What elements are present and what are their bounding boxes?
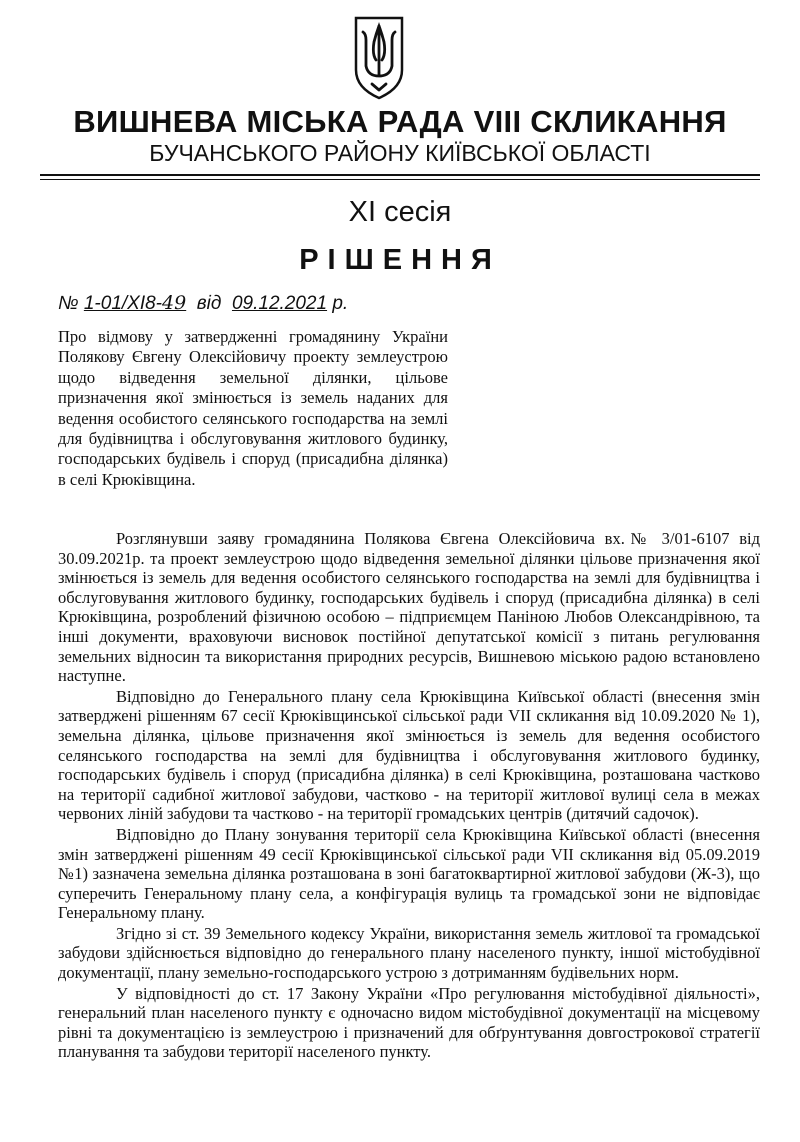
subject-text: Про відмову у затвердженні громадянину України Полякову Євгену Олексійовичу проекту землеустрою щодо відведення земельної ділянки, цільове призначення якої змінюється із земель наданих для ведення особистого селянського господарства на землі для будівництва і обслуговування житлового будинку, господарських будівель і споруд (присадибна ділянка) в селі Крюківщина. xyxy=(58,327,448,489)
decision-title: РІШЕННЯ xyxy=(299,244,501,276)
session-title: XI сесія xyxy=(348,196,452,228)
council-name: ВИШНЕВА МІСЬКА РАДА VIII СКЛИКАННЯ xyxy=(73,104,727,139)
body-paragraph: Відповідно до Генерального плану села Крюківщина Київської області (внесення змін затверджені рішенням 67 сесії Крюківщинської сільської ради VII скликання від 10.09.2020 № 1), земельна ділянка, цільове призначення якої змінюється із земель для ведення особистого селянського господарства на землі для будівництва і обслуговування житлового будинку, господарських будівель і споруд (присадибна ділянка) в селі Крюківщина, розташована частково на території садибної житлової забудови, частково - на території житлової вулиці села в межах червоних ліній забудови та частково - на території громадських центрів (дитячий садочок). xyxy=(58,686,760,824)
date-prefix: від xyxy=(196,293,222,314)
number-sign: № xyxy=(58,293,79,314)
ukraine-trident-emblem-icon xyxy=(352,14,406,100)
header-divider xyxy=(40,174,760,180)
decision-subject xyxy=(58,327,448,490)
decision-number-line xyxy=(58,291,348,316)
body-paragraph: Згідно зі ст. 39 Земельного кодексу України, використання земель житлової та громадської забудови здійснюється відповідно до генерального плану населеного пункту, іншої містобудівної документації, плану земельно-господарського устрою з дотриманням будівельних норм. xyxy=(58,923,760,983)
handwritten-number: 49 xyxy=(162,292,187,314)
date-suffix: р. xyxy=(332,293,349,314)
district-name: БУЧАНСЬКОГО РАЙОНУ КИЇВСЬКОЇ ОБЛАСТІ xyxy=(149,140,651,166)
decision-body xyxy=(58,529,760,1063)
decision-number: 1-01/XI8- xyxy=(83,293,163,314)
body-paragraph: Розглянувши заяву громадянина Полякова Євгена Олексійовича вх.№ 3/01-6107 від 30.09.2021р. та проект землеустрою щодо відведення земельної ділянки цільове призначення якої змінюється із земель для ведення особистого селянського господарства на землі для будівництва і обслуговування житлового будинку, господарських будівель і споруд (присадибна ділянка) в селі Крюківщина, розроблений фізичною особою – підприємцем Паніною Любов Олександрівною, та інші документи, враховуючи висновок постійної депутатської комісії з питань регулювання земельних відносин та використання природних ресурсів, Вишневою міською радою встановлено наступне. xyxy=(58,529,760,686)
body-paragraph: У відповідності до ст. 17 Закону України «Про регулювання містобудівної діяльності», генеральний план населеного пункту є одночасно видом містобудівної документації на місцевому рівні та документацією із землеустрою і призначений для обґрунтування довгострокової стратегії планування та забудови території населеного пункту. xyxy=(58,983,760,1062)
decision-date: 09.12.2021 xyxy=(231,293,328,314)
body-paragraph: Відповідно до Плану зонування території села Крюківщина Київської області (внесення змін затверджені рішенням 49 сесії Крюківщинської сільської ради VII скликання від 05.09.2019 №1) зазначена земельна ділянка розташована в зоні багатоквартирної житлової забудови (Ж-3), що суперечить Генеральному плану села, а конфігурація вулиць та громадської зони не відповідає Генеральному плану. xyxy=(58,824,760,923)
